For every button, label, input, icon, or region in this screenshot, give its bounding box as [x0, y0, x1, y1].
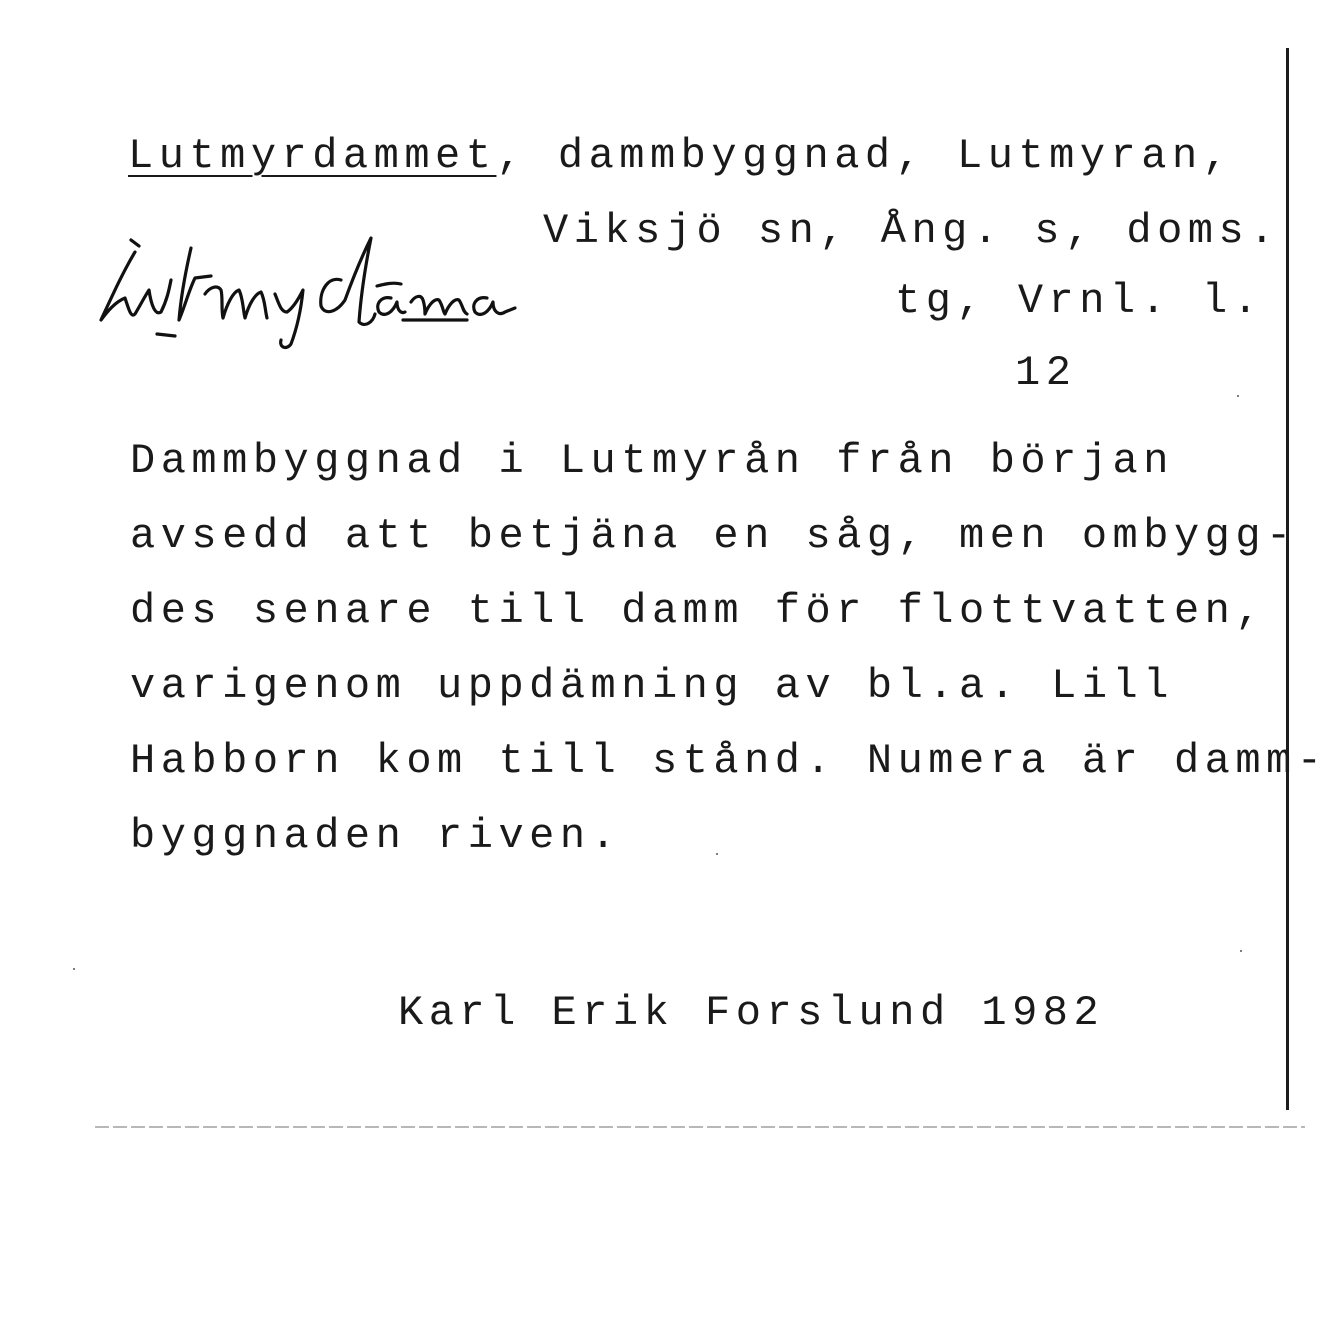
card-right-edge [1286, 48, 1289, 1110]
paper-speck [716, 853, 718, 855]
header-line-1 [128, 132, 1234, 180]
body-line-2: avsedd att betjäna en såg, men ombygg- [130, 512, 1297, 560]
signature: Karl Erik Forslund 1982 [398, 989, 1105, 1037]
headword: Lutmyrdammet [128, 132, 497, 180]
header-line-3: tg, Vrnl. l. [895, 277, 1264, 325]
handwritten-note [95, 232, 545, 352]
header-line-2: Viksjö sn, Ång. s, doms. [543, 207, 1280, 255]
body-line-1: Dammbyggnad i Lutmyrån från början [130, 437, 1174, 485]
paper-speck [1237, 395, 1239, 397]
body-line-6: byggnaden riven. [130, 812, 622, 860]
header-line-1-rest: , dammbyggnad, Lutmyran, [496, 132, 1234, 180]
body-line-5: Habborn kom till stånd. Numera är damm- [130, 737, 1328, 785]
paper-speck [73, 968, 75, 970]
body-line-3: des senare till damm för flottvatten, [130, 587, 1267, 635]
body-line-4: varigenom uppdämning av bl.a. Lill [130, 662, 1174, 710]
header-line-4: 12 [1015, 349, 1077, 397]
paper-speck [1240, 950, 1242, 952]
card-bottom-edge [95, 1126, 1305, 1128]
